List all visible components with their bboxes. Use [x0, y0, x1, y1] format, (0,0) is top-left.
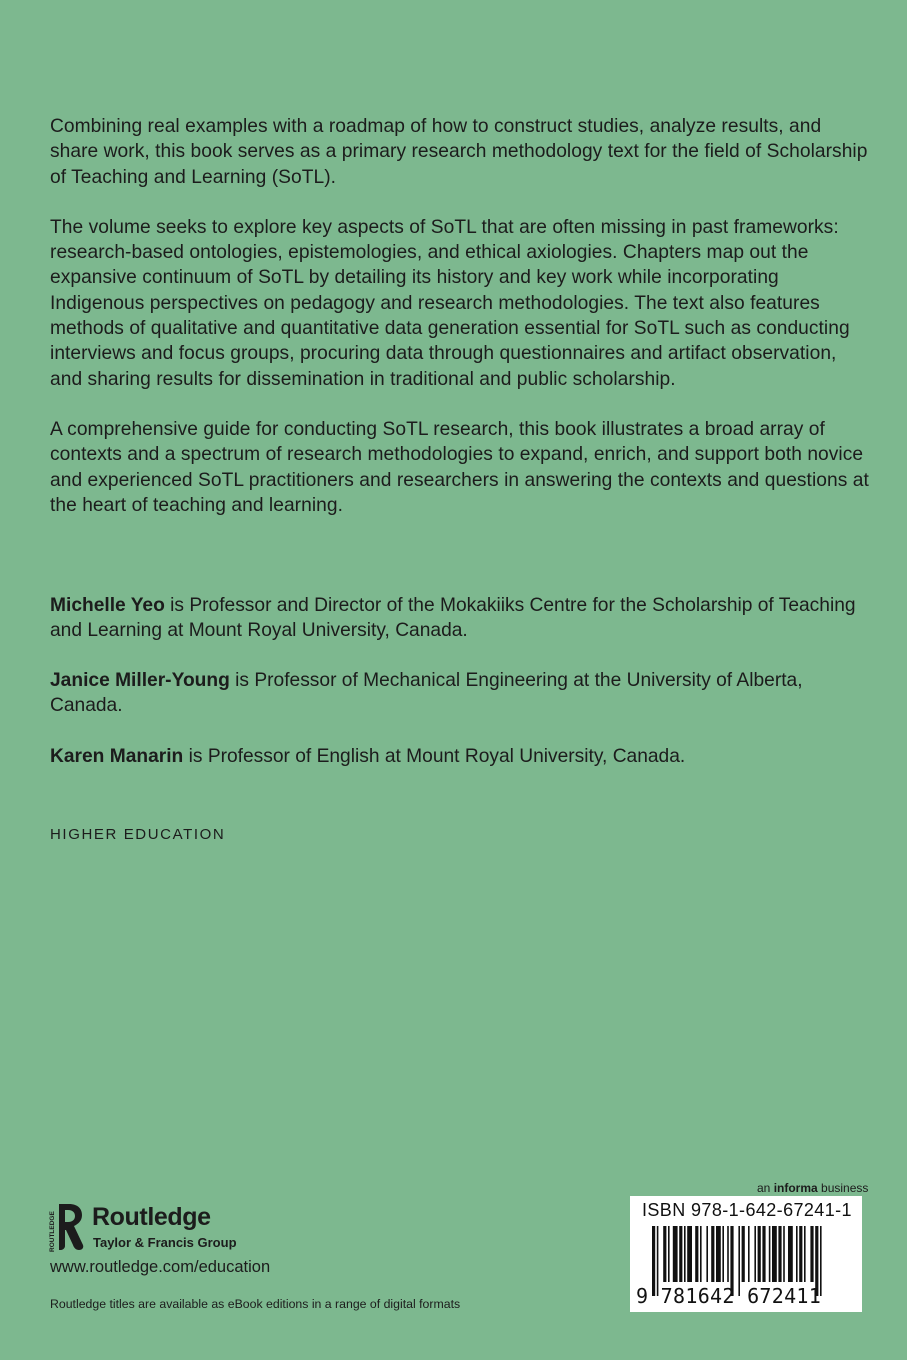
author-name: Michelle Yeo — [50, 595, 165, 616]
author-description: is Professor of Mechanical Engineering at the University of Alberta, Canada. — [50, 670, 803, 717]
author-name: Janice Miller-Young — [50, 670, 230, 691]
subject-category: HIGHER EDUCATION — [50, 826, 226, 843]
author-description: is Professor of English at Mount Royal University, Canada. — [183, 746, 686, 767]
author-bio-2 — [50, 668, 870, 719]
publisher-name: Routledge — [92, 1203, 211, 1231]
isbn-digits: 9 781642 672411 — [636, 1284, 822, 1308]
author-description: is Professor and Director of the Mokakiiks Centre for the Scholarship of Teaching and Learning at Mount Royal University, Canada. — [50, 595, 856, 642]
publisher-group: Taylor & Francis Group — [93, 1235, 237, 1250]
routledge-logo-icon — [46, 1202, 86, 1252]
blurb-paragraph-2: The volume seeks to explore key aspects of SoTL that are often missing in past frameworks: research-based ontologies, epistemologies, and ethical axiologies. Chapters map out the expansive continuum of SoTL by detailing its history and key work while incorporating Indigenous perspectives on pedagogy and research methodologies. The text also features methods of qualitative and quantitative data generation essential for SoTL such as conducting interviews and focus groups, procuring data through questionnaires and artifact observation, and sharing results for dissemination in traditional and public scholarship. — [50, 216, 850, 390]
informa-prefix: an — [757, 1181, 774, 1195]
blurb-paragraph-3: A comprehensive guide for conducting SoTL research, this book illustrates a broad array of contexts and a spectrum of research methodologies to expand, enrich, and support both novice and experienced SoTL practitioners and researchers in answering the contexts and questions at the heart of teaching and learning. — [50, 418, 869, 516]
author-bio-3 — [50, 744, 870, 769]
informa-brand: informa — [773, 1181, 818, 1195]
logo-side-text: ROUTLEDGE — [49, 1211, 56, 1252]
isbn-label: ISBN 978-1-642-67241-1 — [642, 1200, 852, 1220]
informa-suffix: business — [817, 1181, 869, 1195]
informa-tagline — [757, 1181, 868, 1195]
ebook-note: Routledge titles are available as eBook editions in a range of digital formats — [50, 1297, 461, 1311]
author-name: Karen Manarin — [50, 746, 184, 767]
publisher-url[interactable]: www.routledge.com/education — [50, 1258, 271, 1276]
back-cover-blurb — [50, 114, 870, 543]
blurb-paragraph-1: Combining real examples with a roadmap of how to construct studies, analyze results, and share work, this book serves as a primary research methodology text for the field of Scholarship of Teaching and Learning (SoTL). — [50, 116, 868, 188]
isbn-barcode — [630, 1196, 862, 1312]
author-bio-1 — [50, 593, 870, 644]
